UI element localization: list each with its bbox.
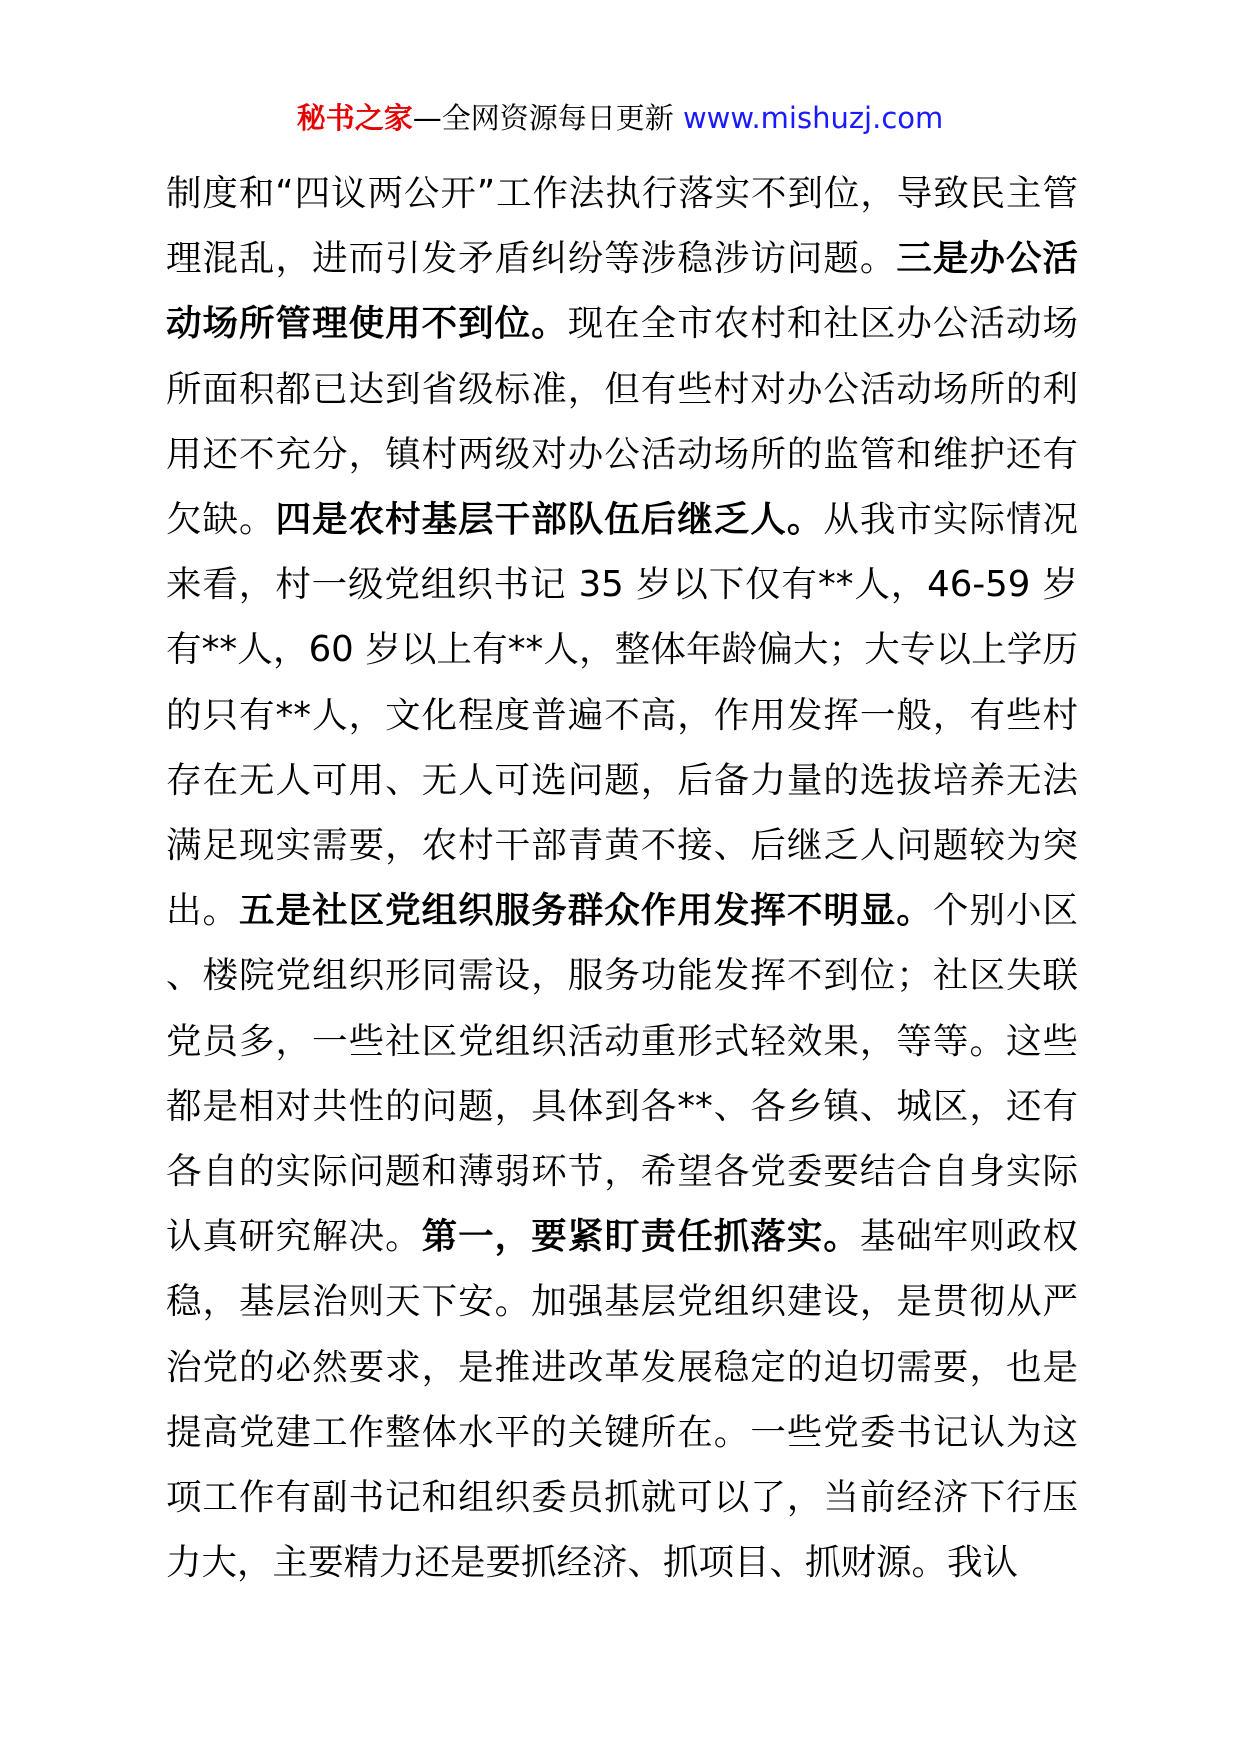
body-segment-bold: 四是农村基层干部队伍后继乏人。 <box>275 499 824 541</box>
body-segment-bold: 五是社区党组织服务群众作用发挥不明显。 <box>239 890 933 932</box>
body-segment: 现在全市农村和社区办公活动场所面积都已达到省级标准，但有些村对办公活动场所的利用还不充分，镇村两级对办公活动场所的监管和维护还有欠缺。 <box>166 303 1078 541</box>
body-segment: 基础牢则政权稳，基层治则天下安。加强基层党组织建设，是贯彻从严治党的必然要求，是推进改革发展稳定的迫切需要，也是提高党建工作整体水平的关键所在。一些党委书记认为这项工作有副书记和组织委员抓就可以了，当前经济下行压力大，主要精力还是要抓经济、抓项目、抓财源。我认 <box>166 1216 1078 1584</box>
site-header <box>0 98 1240 138</box>
body-segment: 个别小区、楼院党组织形同需设，服务功能发挥不到位；社区失联党员多，一些社区党组织活动重形式轻效果，等等。这些都是相对共性的问题，具体到各**、各乡镇、城区，还有各自的实际问题和薄弱环节，希望各党委要结合自身实际认真研究解决。 <box>166 890 1078 1258</box>
body-segment-bold: 三是办公活动场所管理使用不到位。 <box>166 238 1078 345</box>
body-segment-bold: 第一，要紧盯责任抓落实。 <box>421 1216 860 1258</box>
site-url-link[interactable]: www.mishuzj.com <box>682 101 944 135</box>
document-body <box>166 161 1078 1595</box>
site-brand: 秘书之家 <box>296 101 413 135</box>
body-segment: 制度和“四议两公开”工作法执行落实不到位，导致民主管理混乱，进而引发矛盾纠纷等涉稳涉访问题。 <box>166 173 1078 280</box>
body-segment: 从我市实际情况来看，村一级党组织书记 35 岁以下仅有**人，46-59 岁有**人，60 岁以上有**人，整体年龄偏大；大专以上学历的只有**人，文化程度普遍不高，作用发挥一般，有些村存在无人可用、无人可选问题，后备力量的选拔培养无法满足现实需要，农村干部青黄不接、后继乏人问题较为突出。 <box>166 499 1078 932</box>
site-tagline: —全网资源每日更新 <box>412 101 674 135</box>
